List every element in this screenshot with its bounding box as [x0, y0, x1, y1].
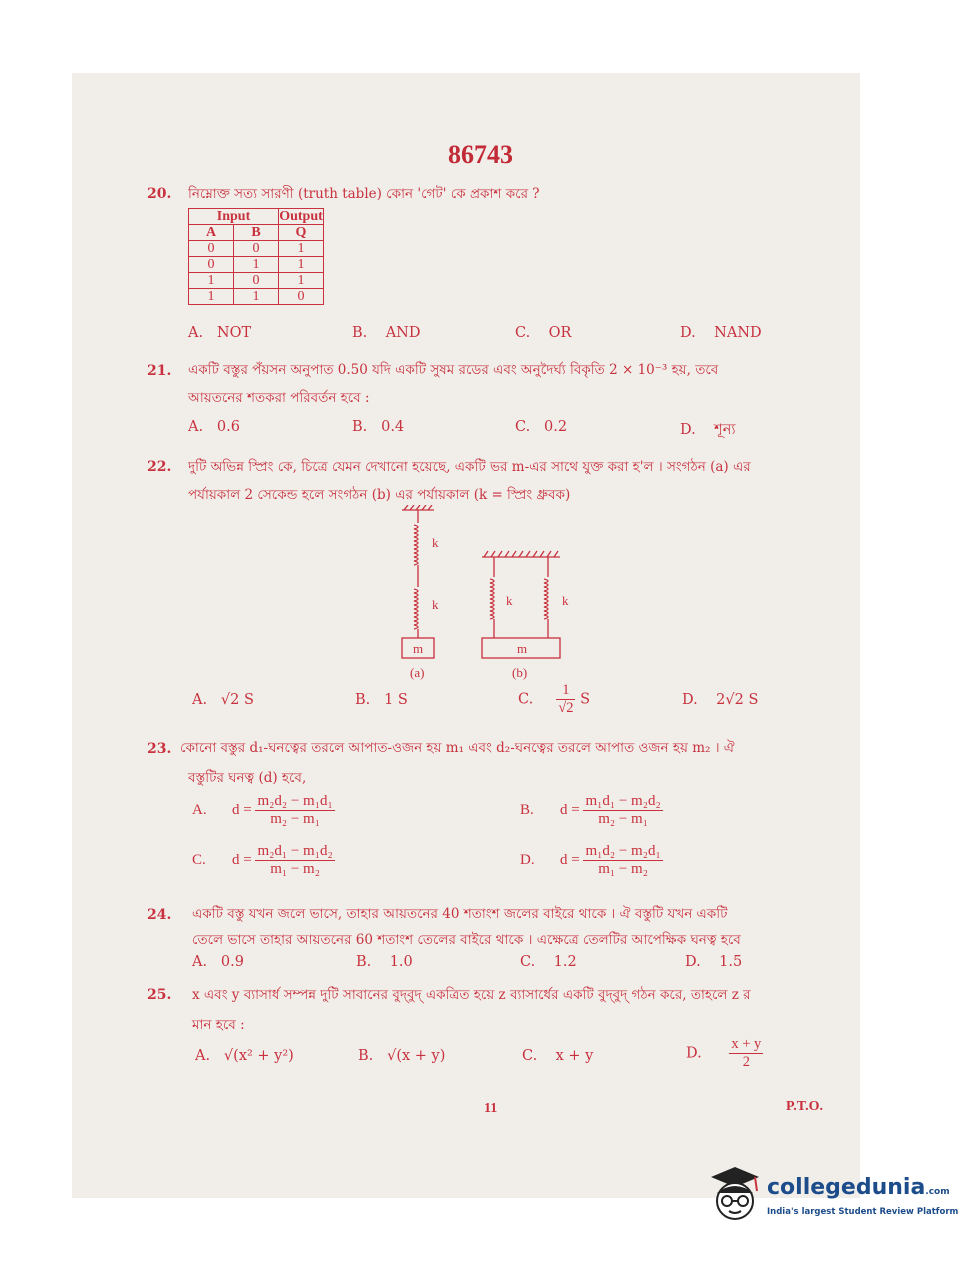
fraction: $\frac{\text{m₁d₁ − m₂d₂}}{\text{m₂ − m₁}}$ [585, 793, 661, 827]
logo-wordmark: collegedunia.com [767, 1175, 950, 1200]
option-c: C. 1.2 [520, 954, 577, 970]
fraction: $\frac{\text{m₂d₁ − m₁d₂}}{\text{m₁ − m₂}}$ [257, 843, 333, 877]
table-col-header: B [234, 225, 279, 241]
option-b: B. AND [352, 325, 421, 341]
option-c: C. d = $\frac{\text{m₂d₁ − m₁d₂}}{\text{m₁ − m₂}}$ [192, 843, 333, 877]
fraction: $\frac{\text{m₂d₂ − m₁d₁}}{\text{m₂ − m₁}}$ [257, 793, 333, 827]
table-col-header: Q [279, 225, 324, 241]
option-d: D. 2√2 S [682, 692, 759, 708]
option-a: A. √2 S [192, 692, 254, 708]
spring-mass-figure [390, 505, 590, 680]
option-a: A. d = $\frac{\text{m₂d₂ − m₁d₁}}{\text{m₂ − m₁}}$ [192, 793, 333, 827]
option-b: B. √(x + y) [358, 1048, 446, 1064]
question-text: কোনো বস্তুর d₁-ঘনত্বের তরলে আপাত-ওজন হয় m₁ এবং d₂-ঘনত্বের তরলে আপাত ওজন হয় m₂ । ঐ [180, 740, 735, 756]
table-cell: 1 [279, 241, 324, 257]
page-number: 11 [484, 1101, 498, 1116]
option-b: B. 0.4 [352, 419, 405, 435]
mass-label: m [517, 641, 528, 656]
question-number: 24. [147, 907, 172, 923]
fraction: $\frac{x + y}{2}$ [731, 1036, 762, 1070]
figure-label-a: (a) [410, 665, 425, 680]
option-b: B. 1 S [355, 692, 408, 708]
table-cell: 0 [189, 257, 234, 273]
table-col-header: A [189, 225, 234, 241]
option-d: D. 1.5 [685, 954, 743, 970]
pto-label: P.T.O. [786, 1099, 823, 1114]
table-cell: 1 [189, 289, 234, 305]
table-cell: 1 [234, 257, 279, 273]
table-row [189, 289, 324, 305]
table-cell: 0 [234, 241, 279, 257]
table-cell: 0 [279, 289, 324, 305]
option-d: D. শূন্য [680, 422, 736, 438]
question-number: 22. [147, 459, 172, 475]
question-text: আয়তনের শতকরা পরিবর্তন হবে : [188, 390, 370, 406]
option-d: D. NAND [680, 325, 762, 341]
option-c: C. 0.2 [515, 419, 568, 435]
table-row [189, 257, 324, 273]
fraction: $\frac{\text{m₁d₂ − m₂d₁}}{\text{m₁ − m₂}}$ [585, 843, 661, 877]
table-cell: 0 [234, 273, 279, 289]
option-b: B. 1.0 [356, 954, 413, 970]
figure-label-b: (b) [512, 665, 528, 680]
spring-label: k [432, 535, 439, 550]
watermark-logo [705, 1165, 959, 1235]
question-text: মান হবে : [192, 1017, 245, 1033]
truth-table [188, 208, 324, 305]
fraction: $\frac{1}{√2}$ [558, 682, 574, 716]
paper-code: 86743 [448, 140, 513, 169]
table-cell: 1 [279, 257, 324, 273]
mascot-icon [705, 1165, 763, 1227]
option-d: D. d = $\frac{\text{m₁d₂ − m₂d₁}}{\text{m₁ − m₂}}$ [520, 843, 661, 877]
mass-label: m [413, 641, 424, 656]
question-number: 23. [147, 741, 172, 757]
option-b: B. d = $\frac{\text{m₁d₁ − m₂d₂}}{\text{m₂ − m₁}}$ [520, 793, 661, 827]
spring-label: k [506, 593, 513, 608]
table-group-header: Output [279, 209, 323, 224]
option-c: C. $\frac{1}{√2}$ S [518, 682, 590, 716]
question-text: তেলে ভাসে তাহার আয়তনের 60 শতাংশ তেলের বাইরে থাকে । এক্ষেত্রে তেলটির আপেক্ষিক ঘনত্ব হবে [192, 932, 741, 948]
table-cell: 1 [234, 289, 279, 305]
question-text: একটি বস্তু যখন জলে ভাসে, তাহার আয়তনের 40 শতাংশ জলের বাইরে থাকে । ঐ বস্তুটি যখন একটি [192, 906, 728, 922]
table-cell: 1 [189, 273, 234, 289]
question-text: একটি বস্তুর পঁয়সন অনুপাত 0.50 যদি একটি সুষম রডের এবং অনুদৈর্ঘ্য বিকৃতি 2 × 10⁻³ হয়, তবে [188, 362, 719, 378]
option-a: A. √(x² + y²) [195, 1048, 294, 1064]
question-text: x এবং y ব্যাসার্ধ সম্পন্ন দুটি সাবানের বুদ্‌বুদ্ একত্রিত হয়ে z ব্যাসার্ধের একটি বুদ্‌বুদ্ গঠন করে, তাহলে z র [192, 987, 751, 1003]
table-group-header: Input [189, 209, 279, 225]
option-a: A. 0.6 [188, 419, 240, 435]
question-text: পর্যায়কাল 2 সেকেন্ড হলে সংগঠন (b) এর পর্যায়কাল (k = স্প্রিং ধ্রুবক) [188, 487, 571, 503]
option-d: D. $\frac{x + y}{2}$ [686, 1036, 762, 1070]
table-cell: 1 [279, 273, 324, 289]
table-cell: 0 [189, 241, 234, 257]
spring-label: k [432, 597, 439, 612]
question-number: 21. [147, 363, 172, 379]
question-number: 20. [147, 186, 172, 202]
question-number: 25. [147, 987, 172, 1003]
question-text: দুটি অভিন্ন স্প্রিং কে, চিত্রে যেমন দেখানো হয়েছে, একটি ভর m-এর সাথে যুক্ত করা হ'ল । সংগঠন (a) এর [188, 459, 751, 475]
option-a: A. NOT [188, 325, 252, 341]
question-text: বস্তুটির ঘনত্ব (d) হবে, [188, 770, 307, 786]
option-a: A. 0.9 [192, 954, 244, 970]
table-row [189, 241, 324, 257]
option-c: C. OR [515, 325, 572, 341]
spring-label: k [562, 593, 569, 608]
table-row [189, 273, 324, 289]
logo-tagline: India's largest Student Review Platform [767, 1207, 959, 1217]
option-c: C. x + y [522, 1048, 594, 1064]
question-text: নিম্নোক্ত সত্য সারণী (truth table) কোন 'গেট' কে প্রকাশ করে ? [188, 186, 540, 202]
